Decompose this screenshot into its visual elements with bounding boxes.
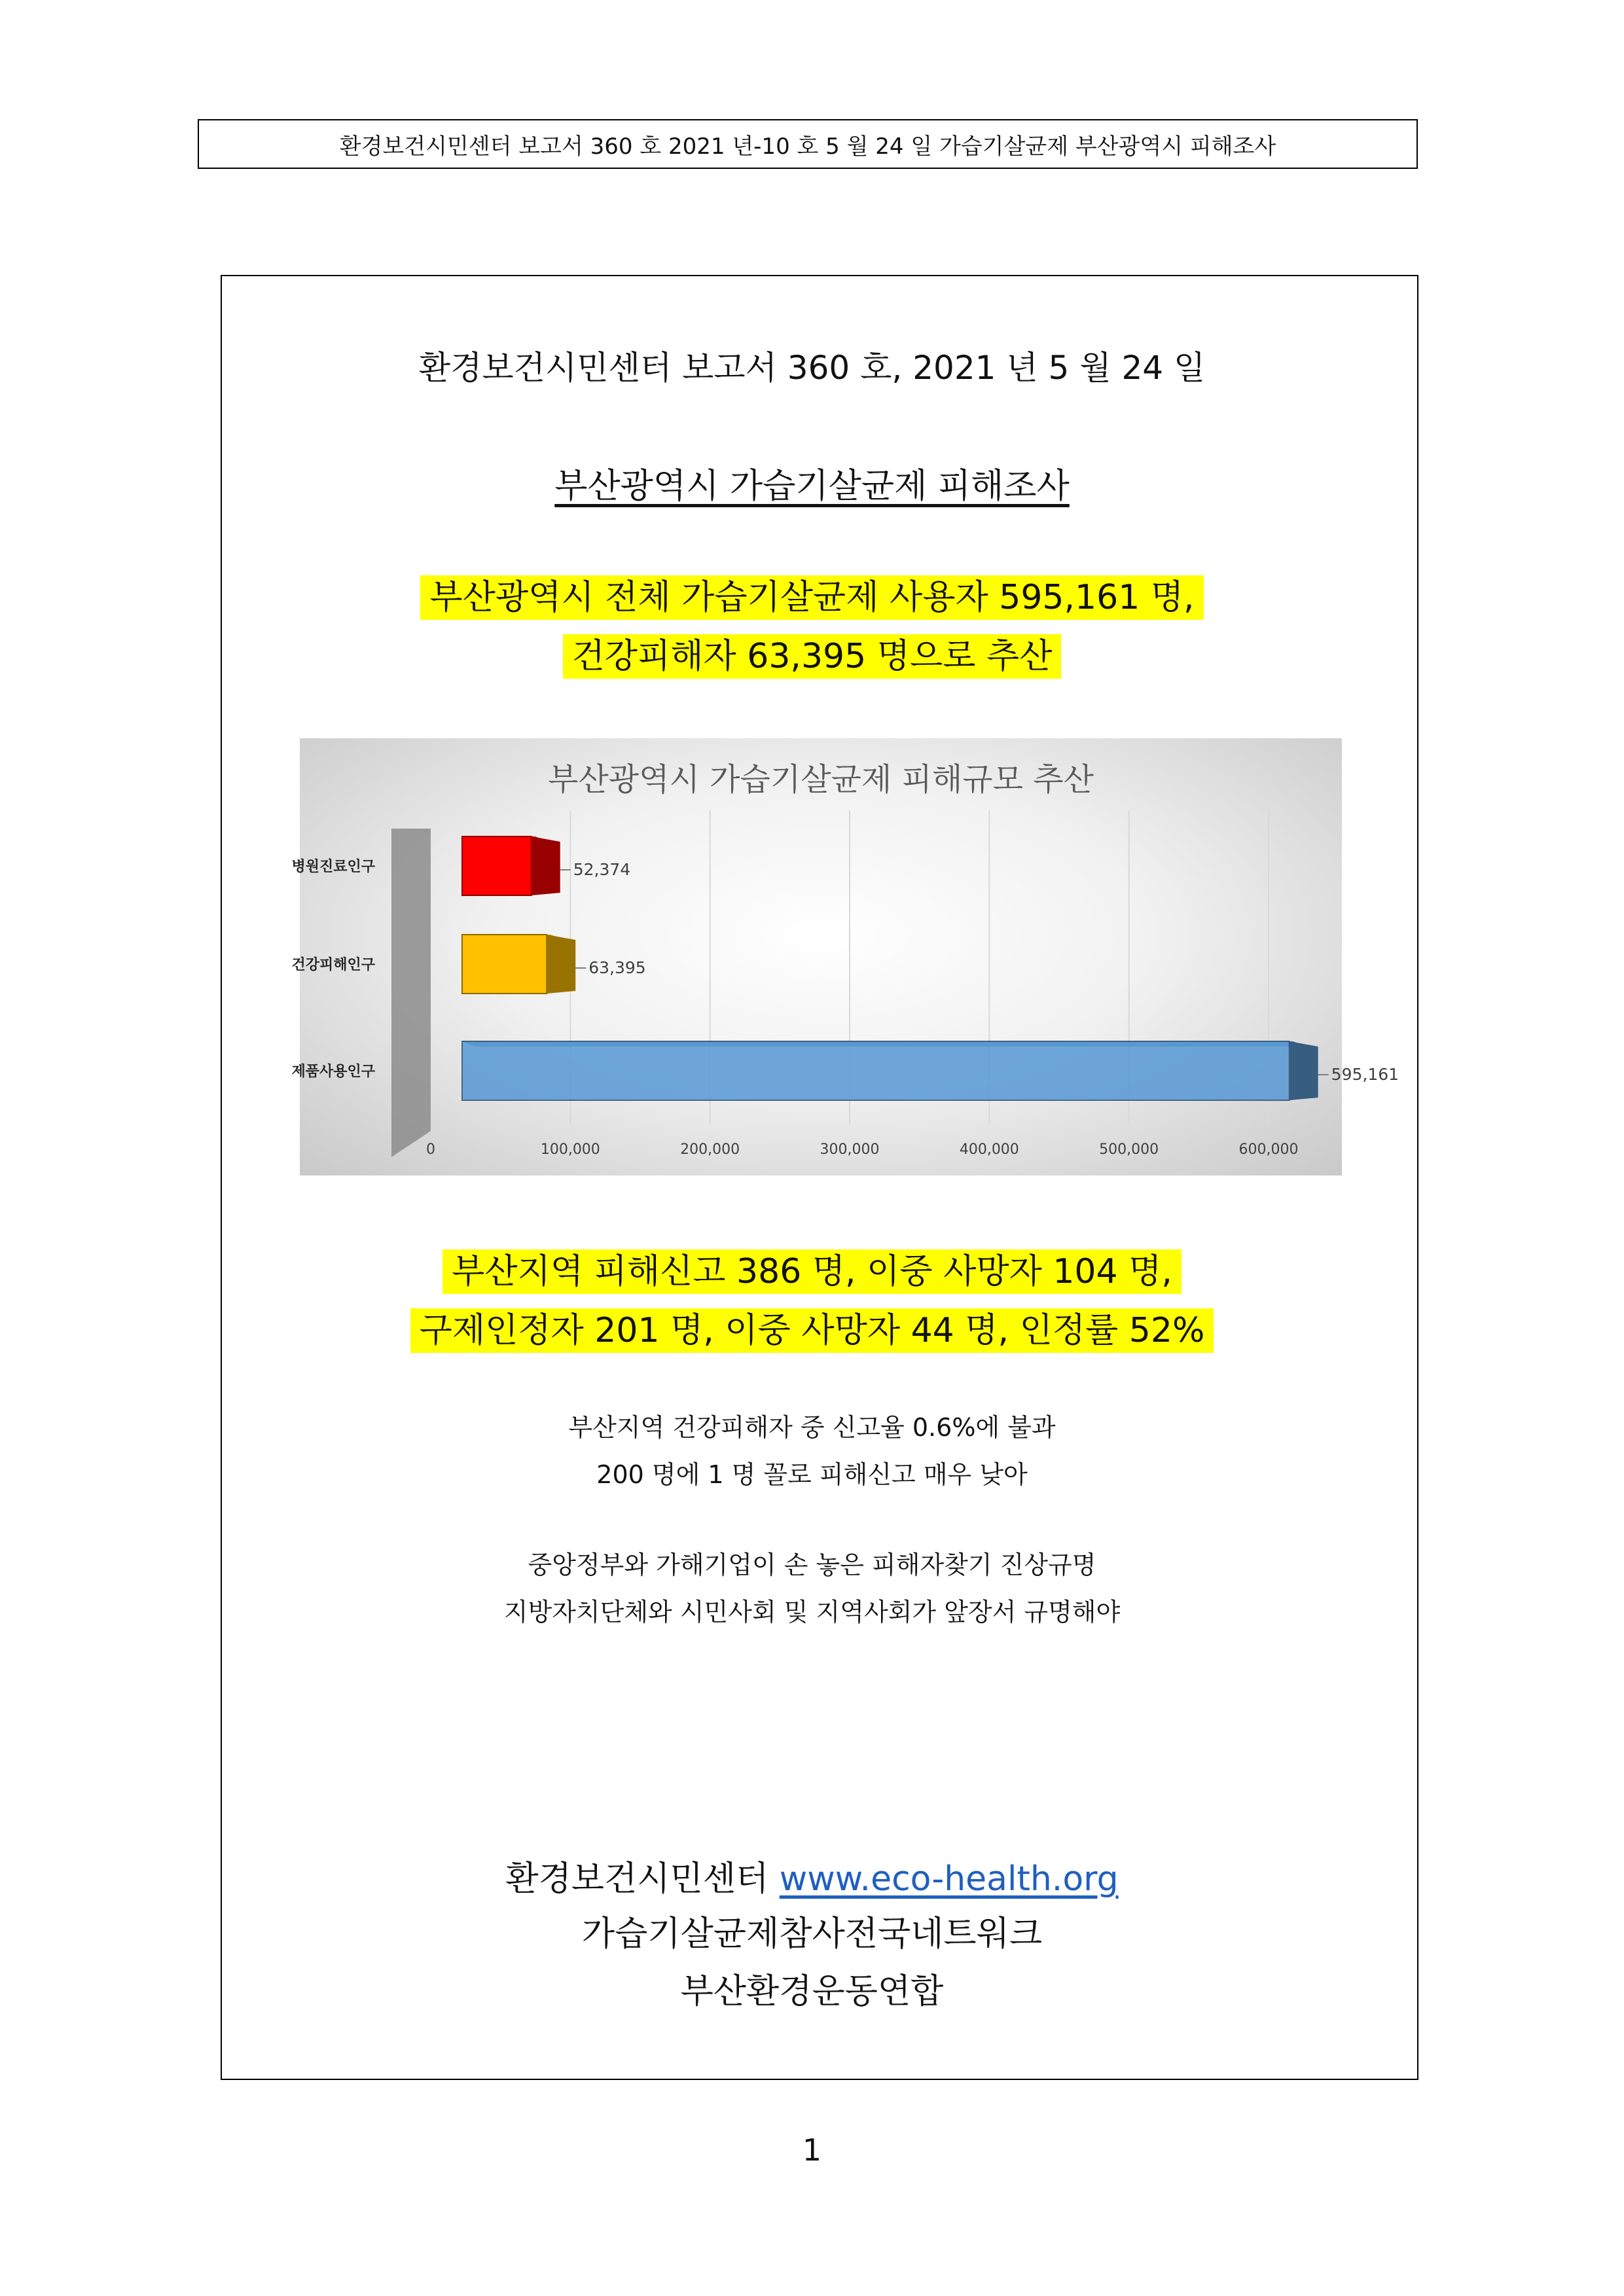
chart-title: 부산광역시 가습기살균제 피해규모 추산 bbox=[547, 761, 1094, 798]
note-local-action: 지방자치단체와 시민사회 및 지역사회가 앞장서 규명해야 bbox=[503, 1598, 1121, 1626]
highlight-text-victims: 건강피해자 63,395 명으로 추산 bbox=[563, 634, 1062, 679]
damage-scale-chart bbox=[291, 738, 1399, 1175]
bar bbox=[462, 935, 547, 994]
report-title bbox=[0, 458, 1624, 507]
bar-side-face bbox=[1290, 1041, 1318, 1100]
x-tick-label: 500,000 bbox=[1099, 1141, 1159, 1158]
data-label: 595,161 bbox=[1331, 1065, 1399, 1084]
note-government: 중앙정부와 가해기업이 손 놓은 피해자찾기 진상규명 bbox=[528, 1551, 1096, 1579]
eco-health-link[interactable]: www.eco-health.org bbox=[779, 1859, 1119, 1899]
org-line-1 bbox=[0, 1851, 1624, 1900]
bar-side-face bbox=[547, 935, 575, 994]
highlight-line-4 bbox=[0, 1302, 1624, 1352]
highlight-text-reports: 부산지역 피해신고 386 명, 이중 사망자 104 명, bbox=[442, 1249, 1182, 1294]
category-label: 제품사용인구 bbox=[291, 1064, 375, 1080]
report-number-line: 환경보건시민센터 보고서 360 호, 2021 년 5 월 24 일 bbox=[418, 349, 1206, 387]
x-tick-label: 200,000 bbox=[680, 1141, 740, 1158]
bar bbox=[462, 836, 532, 895]
highlight-text-users: 부산광역시 전체 가습기살균제 사용자 595,161 명, bbox=[420, 575, 1203, 620]
bar-side-face bbox=[532, 836, 560, 895]
running-header: 환경보건시민센터 보고서 360 호 2021 년-10 호 5 월 24 일 가습기살균제 부산광역시 피해조사 bbox=[198, 119, 1418, 169]
report-cover-frame bbox=[221, 275, 1418, 2080]
data-label: 52,374 bbox=[573, 860, 631, 879]
category-label: 병원진료인구 bbox=[291, 859, 375, 875]
highlight-line-2 bbox=[0, 628, 1624, 677]
org-name-eco-health: 환경보건시민센터 bbox=[505, 1859, 769, 1899]
chart-plot bbox=[291, 738, 1399, 1175]
highlight-text-recognized: 구제인정자 201 명, 이중 사망자 44 명, 인정률 52% bbox=[410, 1308, 1214, 1353]
x-tick-label: 400,000 bbox=[959, 1141, 1019, 1158]
highlight-line-1 bbox=[0, 569, 1624, 619]
org-line-2: 가습기살균제참사전국네트워크 bbox=[581, 1914, 1043, 1954]
x-tick-label: 0 bbox=[426, 1141, 435, 1158]
page-number: 1 bbox=[802, 2132, 822, 2168]
x-tick-label: 600,000 bbox=[1238, 1141, 1299, 1158]
chart-side-wall bbox=[391, 829, 431, 1157]
note-report-rate: 부산지역 건강피해자 중 신고율 0.6%에 불과 bbox=[568, 1413, 1056, 1442]
bar bbox=[462, 1041, 1290, 1100]
x-tick-label: 300,000 bbox=[820, 1141, 880, 1158]
note-one-in-200: 200 명에 1 명 꼴로 피해신고 매우 낮아 bbox=[596, 1460, 1028, 1489]
x-tick-label: 100,000 bbox=[540, 1141, 600, 1158]
highlight-line-3 bbox=[0, 1244, 1624, 1293]
report-title-text: 부산광역시 가습기살균제 피해조사 bbox=[554, 467, 1070, 506]
data-label: 63,395 bbox=[588, 958, 646, 977]
category-label: 건강피해인구 bbox=[291, 957, 375, 973]
org-line-3: 부산환경운동연합 bbox=[680, 1972, 944, 2011]
